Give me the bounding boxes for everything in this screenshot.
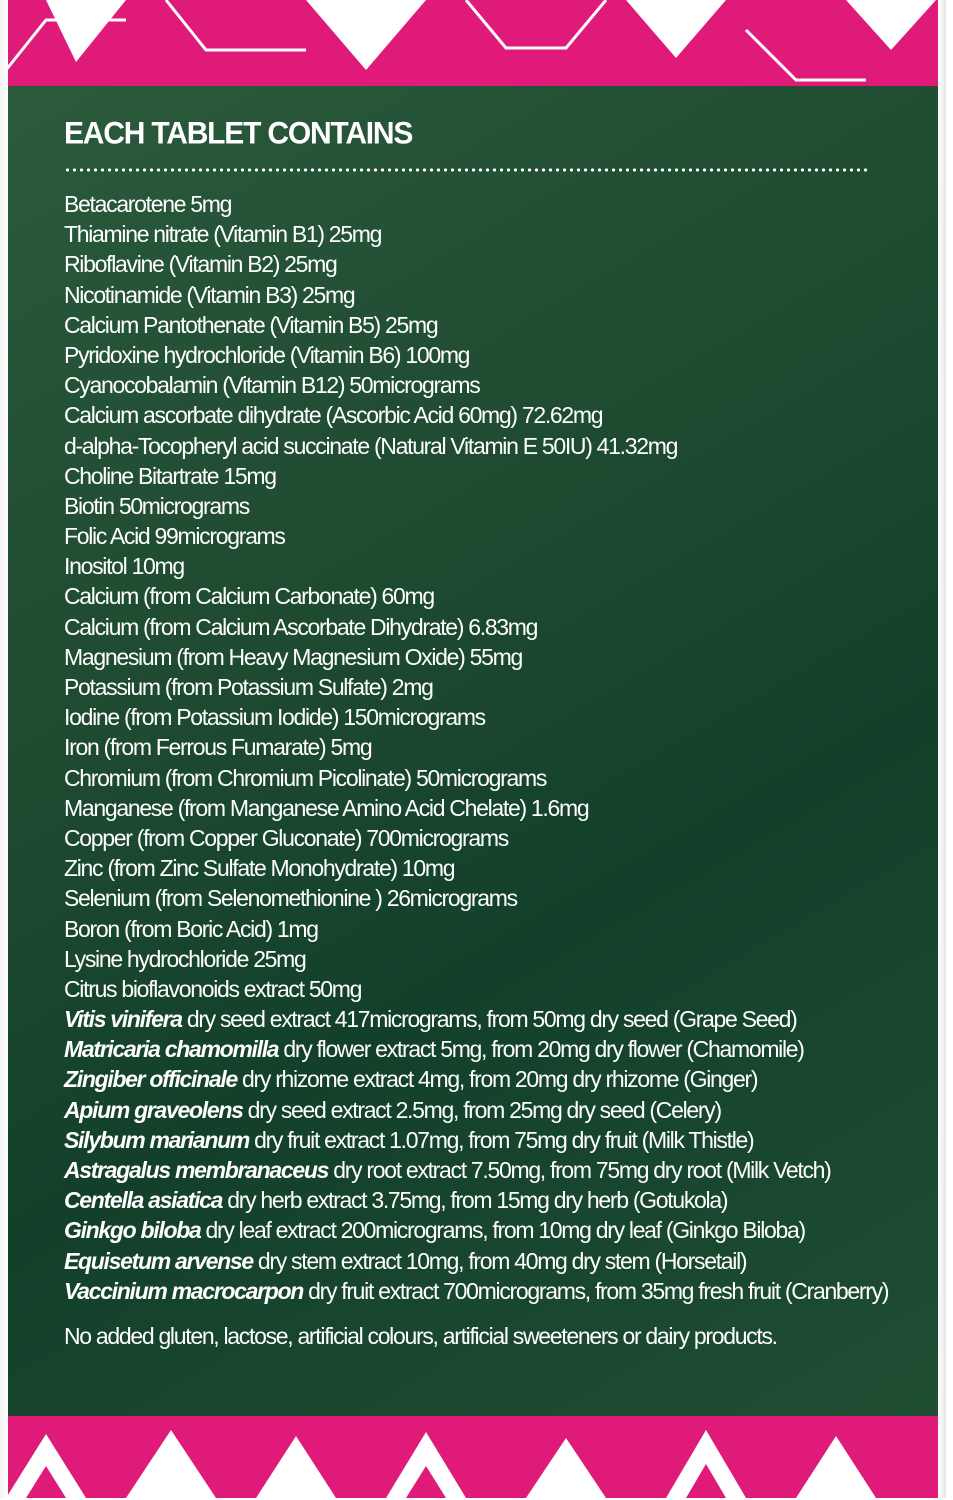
botanical-name: Apium graveolens xyxy=(64,1096,243,1123)
ingredient-row xyxy=(64,793,924,823)
ingredient-text: Cyanocobalamin (Vitamin B12) 50micrograms xyxy=(64,372,480,399)
ingredient-text: dry rhizome extract 4mg, from 20mg dry rhizome (Ginger) xyxy=(236,1066,758,1093)
ingredient-row xyxy=(64,672,924,702)
botanical-name: Ginkgo biloba xyxy=(64,1217,201,1244)
botanical-name: Vitis vinifera xyxy=(64,1006,182,1033)
pattern-triangle xyxy=(126,1430,216,1498)
ingredient-text: Selenium (from Selenomethionine ) 26micrograms xyxy=(64,885,517,912)
ingredient-text: Nicotinamide (Vitamin B3) 25mg xyxy=(64,281,355,308)
box-right-edge xyxy=(938,0,946,1498)
ingredient-row xyxy=(64,1246,924,1276)
ingredient-text: dry flower extract 5mg, from 20mg dry flower (Chamomile) xyxy=(278,1036,804,1063)
ingredient-text: dry seed extract 417micrograms, from 50mg dry seed (Grape Seed) xyxy=(181,1006,797,1033)
ingredient-text: Calcium Pantothenate (Vitamin B5) 25mg xyxy=(64,311,438,338)
ingredient-text: Betacarotene 5mg xyxy=(64,191,232,217)
pattern-triangle xyxy=(626,0,726,58)
botanical-name: Centella asiatica xyxy=(64,1187,223,1214)
ingredient-text: dry fruit extract 700micrograms, from 35mg fresh fruit (Cranberry) xyxy=(303,1277,889,1304)
ingredient-text: Iodine (from Potassium Iodide) 150micrograms xyxy=(64,704,485,731)
box-left-edge xyxy=(0,0,8,1498)
ingredient-row xyxy=(64,763,924,793)
ingredient-text: Calcium (from Calcium Carbonate) 60mg xyxy=(64,583,434,610)
ingredient-text: Copper (from Copper Gluconate) 700micrograms xyxy=(64,824,508,851)
ingredient-row xyxy=(64,612,924,642)
ingredient-row xyxy=(64,370,924,400)
ingredient-row xyxy=(64,732,924,762)
ingredient-row xyxy=(64,249,924,279)
ingredient-text: Magnesium (from Heavy Magnesium Oxide) 55mg xyxy=(64,643,522,670)
ingredient-row xyxy=(64,914,924,944)
botanical-name: Equisetum arvense xyxy=(64,1247,253,1274)
ingredient-row xyxy=(64,1034,924,1064)
pattern-triangle xyxy=(306,0,426,70)
pattern-triangle xyxy=(526,1438,606,1498)
ingredient-text: Riboflavine (Vitamin B2) 25mg xyxy=(64,251,337,278)
ingredient-row xyxy=(64,431,924,461)
bottom-pattern-graphic xyxy=(6,1416,944,1498)
ingredient-row xyxy=(64,461,924,491)
botanical-name: Vaccinium macrocarpon xyxy=(64,1277,303,1304)
ingredient-text: Inositol 10mg xyxy=(64,553,184,580)
botanical-name: Zingiber officinale xyxy=(64,1066,237,1093)
ingredient-text: Pyridoxine hydrochloride (Vitamin B6) 100mg xyxy=(64,341,470,368)
ingredient-row xyxy=(64,1095,924,1125)
panel-heading: EACH TABLET CONTAINS xyxy=(64,116,413,151)
ingredient-text: Iron (from Ferrous Fumarate) 5mg xyxy=(64,734,372,761)
pattern-triangle xyxy=(256,1436,336,1498)
ingredient-list xyxy=(64,189,924,1306)
ingredient-row xyxy=(64,400,924,430)
ingredient-text: dry stem extract 10mg, from 40mg dry stem (Horsetail) xyxy=(252,1247,747,1274)
ingredient-text: Zinc (from Zinc Sulfate Monohydrate) 10mg xyxy=(64,855,455,882)
ingredient-row xyxy=(64,974,924,1004)
ingredient-row xyxy=(64,1004,924,1034)
ingredient-text: dry herb extract 3.75mg, from 15mg dry herb (Gotukola) xyxy=(222,1187,728,1214)
top-pattern-graphic xyxy=(6,0,944,88)
ingredient-text: Calcium ascorbate dihydrate (Ascorbic Acid 60mg) 72.62mg xyxy=(64,402,603,429)
ingredient-row xyxy=(64,491,924,521)
ingredient-row xyxy=(64,1185,924,1215)
ingredient-row xyxy=(64,702,924,732)
ingredient-row xyxy=(64,280,924,310)
ingredient-text: Potassium (from Potassium Sulfate) 2mg xyxy=(64,674,433,700)
pattern-triangle xyxy=(846,0,936,50)
dotted-divider xyxy=(64,168,870,172)
pattern-triangle xyxy=(46,0,126,62)
ingredient-row xyxy=(64,944,924,974)
ingredient-row xyxy=(64,1276,924,1306)
pattern-lines xyxy=(6,0,866,80)
ingredient-text: d-alpha-Tocopheryl acid succinate (Natural Vitamin E 50IU) 41.32mg xyxy=(64,432,678,459)
ingredient-text: dry seed extract 2.5mg, from 25mg dry seed (Celery) xyxy=(242,1096,721,1123)
ingredient-row xyxy=(64,1215,924,1245)
ingredient-text: Thiamine nitrate (Vitamin B1) 25mg xyxy=(64,221,382,248)
ingredient-text: Lysine hydrochloride 25mg xyxy=(64,945,306,972)
ingredient-row xyxy=(64,581,924,611)
botanical-name: Matricaria chamomilla xyxy=(64,1036,279,1063)
botanical-name: Astragalus membranaceus xyxy=(64,1157,329,1183)
ingredient-text: dry root extract 7.50mg, from 75mg dry root (Milk Vetch) xyxy=(328,1157,831,1183)
ingredient-row xyxy=(64,1064,924,1094)
ingredient-text: dry fruit extract 1.07mg, from 75mg dry fruit (Milk Thistle) xyxy=(248,1126,754,1153)
ingredient-row xyxy=(64,521,924,551)
ingredient-row xyxy=(64,189,924,219)
dietary-footnote: No added gluten, lactose, artificial colours, artificial sweeteners or dairy products. xyxy=(64,1323,777,1349)
ingredient-row xyxy=(64,310,924,340)
ingredient-text: Citrus bioflavonoids extract 50mg xyxy=(64,975,362,1002)
ingredient-row xyxy=(64,1125,924,1155)
pattern-triangle xyxy=(796,1436,876,1498)
botanical-name: Silybum marianum xyxy=(64,1126,249,1153)
ingredient-row xyxy=(64,642,924,672)
bottom-pattern-band xyxy=(6,1416,944,1498)
ingredient-text: Calcium (from Calcium Ascorbate Dihydrate) 6.83mg xyxy=(64,613,538,640)
ingredient-row xyxy=(64,219,924,249)
ingredient-text: Manganese (from Manganese Amino Acid Chelate) 1.6mg xyxy=(64,794,589,821)
ingredient-row xyxy=(64,823,924,853)
ingredient-text: Choline Bitartrate 15mg xyxy=(64,462,276,489)
top-pattern-band xyxy=(6,0,944,88)
ingredient-text: Boron (from Boric Acid) 1mg xyxy=(64,915,318,942)
ingredient-text: dry leaf extract 200micrograms, from 10mg dry leaf (Ginkgo Biloba) xyxy=(200,1217,805,1244)
ingredient-row xyxy=(64,853,924,883)
ingredient-row xyxy=(64,340,924,370)
ingredient-text: Chromium (from Chromium Picolinate) 50micrograms xyxy=(64,764,547,791)
ingredient-row xyxy=(64,551,924,581)
ingredient-text: Folic Acid 99micrograms xyxy=(64,523,285,550)
ingredient-row xyxy=(64,1155,924,1185)
ingredient-row xyxy=(64,883,924,913)
ingredient-text: Biotin 50micrograms xyxy=(64,492,249,519)
